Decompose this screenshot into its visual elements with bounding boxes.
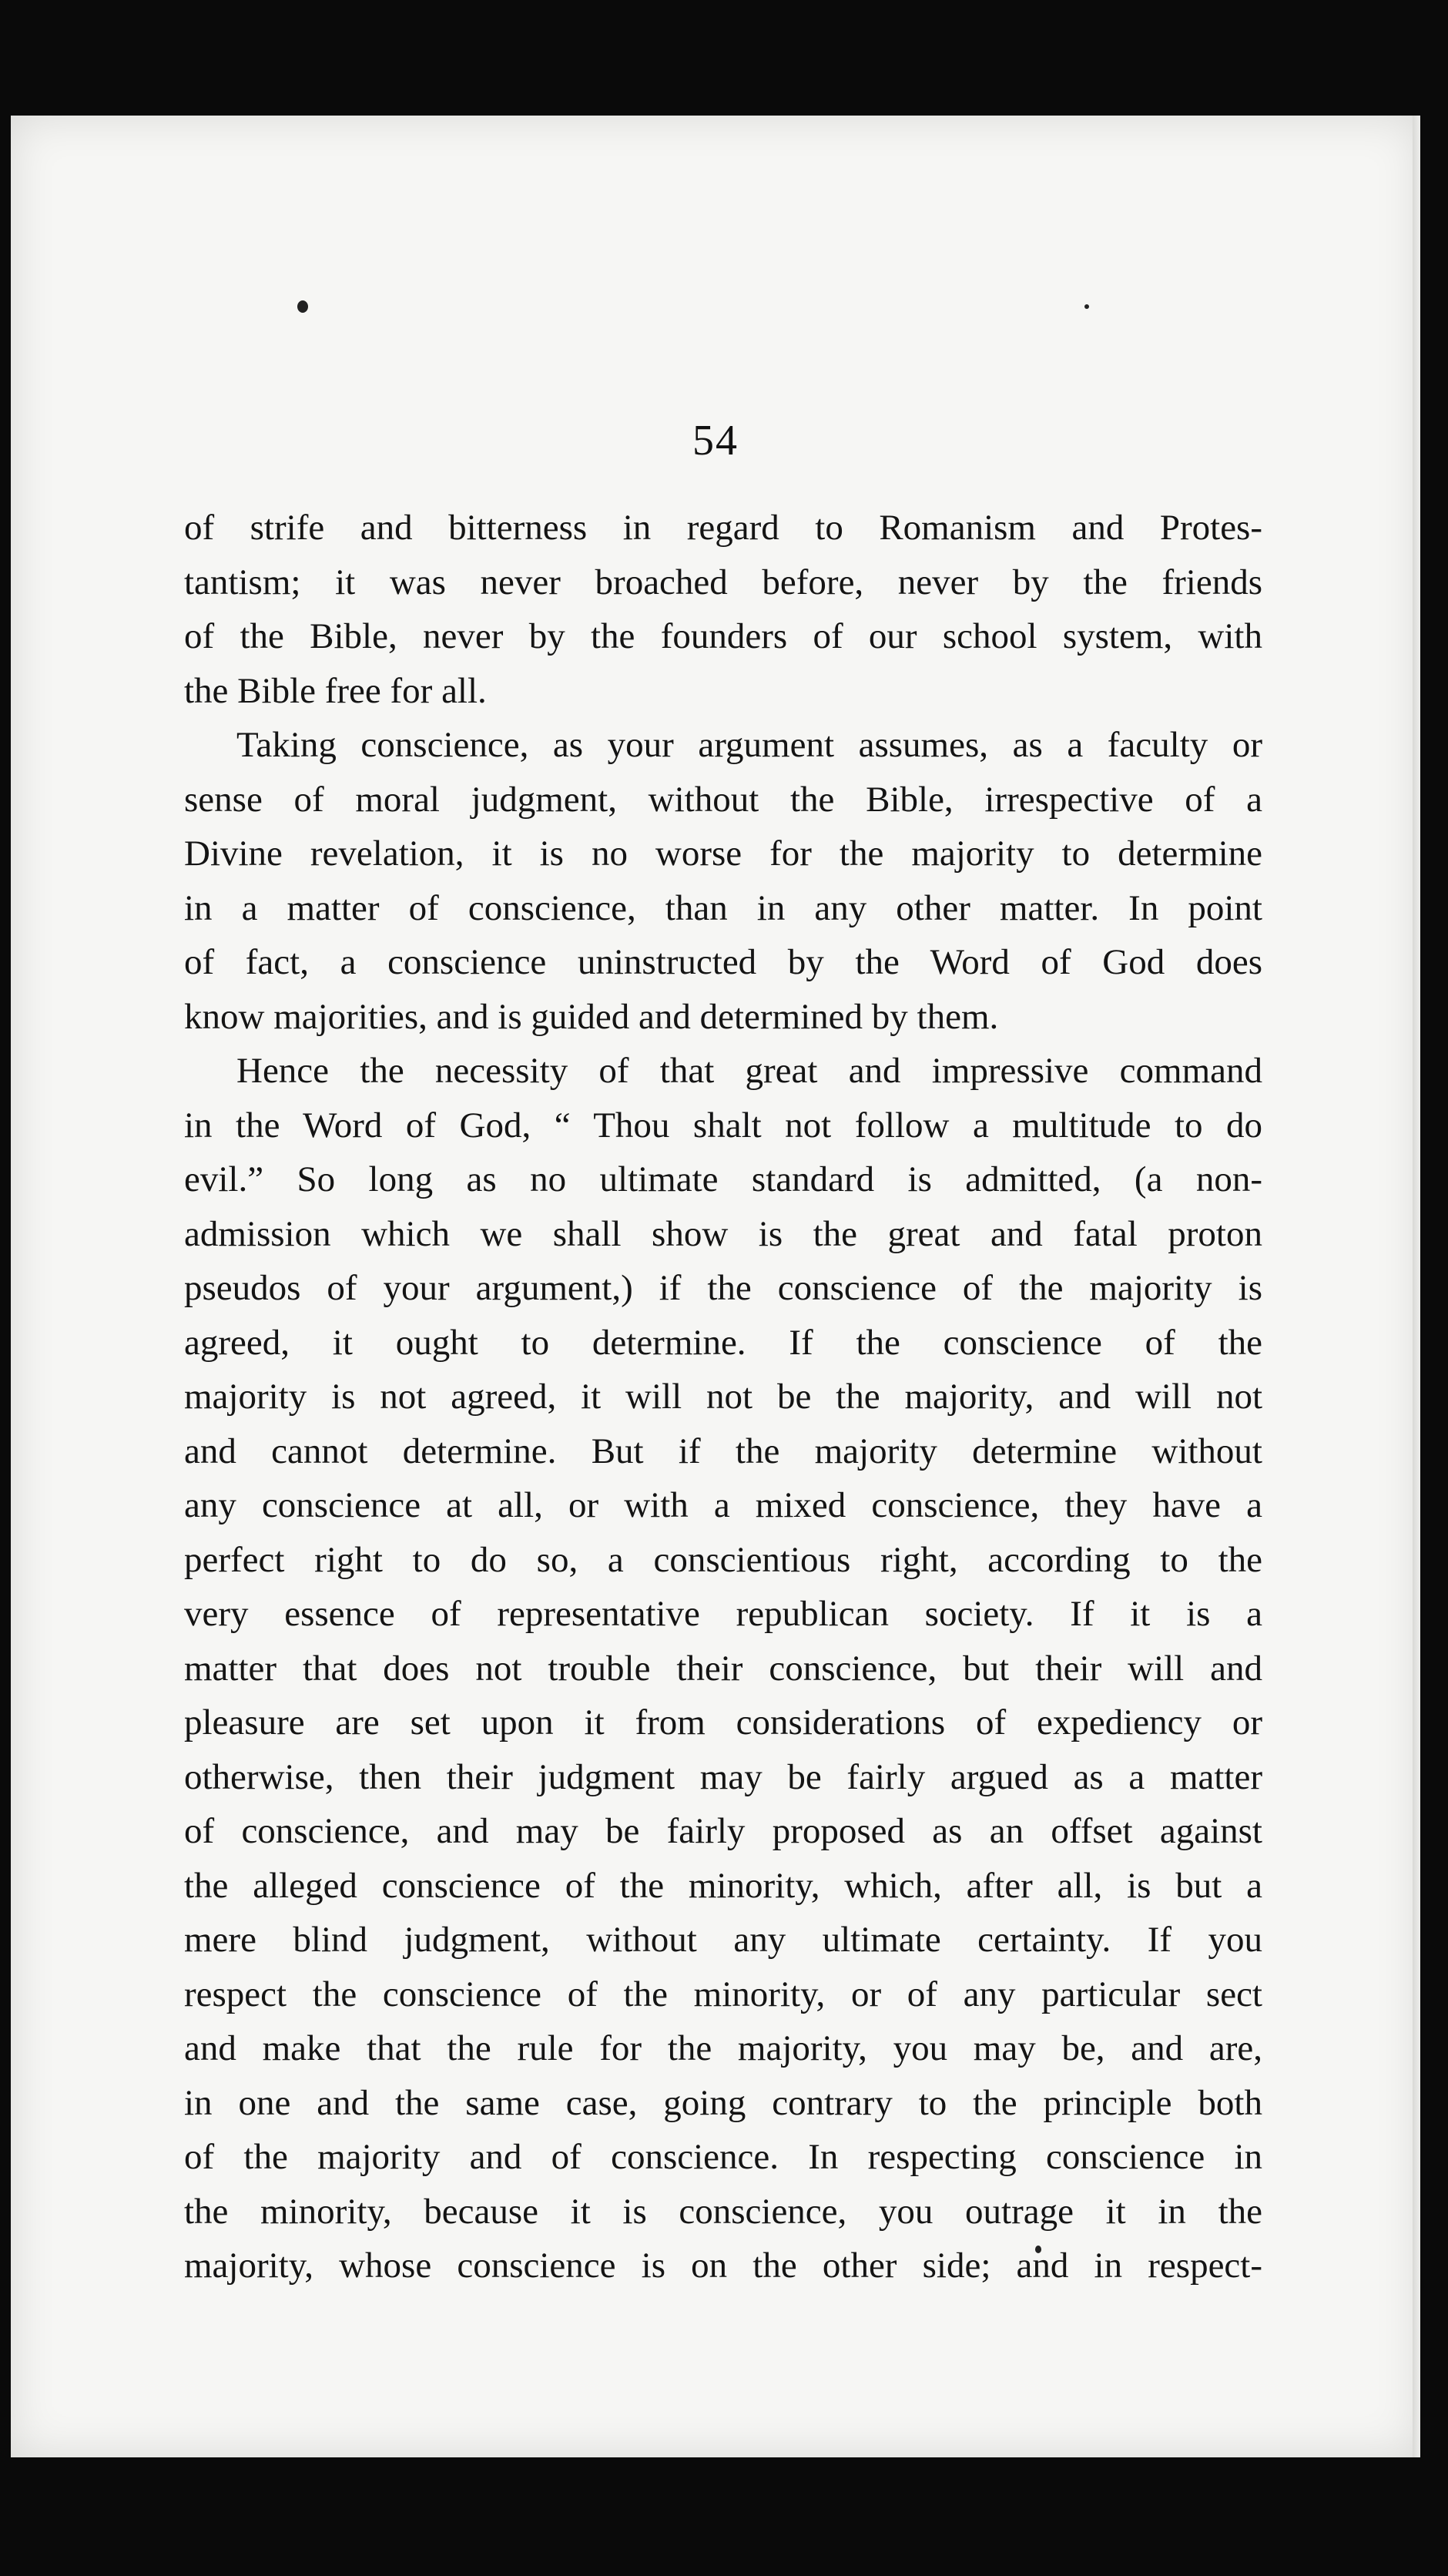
text-line: Divine revelation, it is no worse for the majority to determine [184, 834, 1262, 874]
ink-speck [297, 300, 308, 313]
text-line: sense of moral judgment, without the Bible, irrespective of a [184, 779, 1262, 820]
text-line: matter that does not trouble their conscience, but their will and [184, 1648, 1262, 1689]
text-line: Hence the necessity of that great and impressive command [236, 1051, 1262, 1091]
text-line: otherwise, then their judgment may be fairly argued as a matter [184, 1756, 1262, 1797]
text-line: and make that the rule for the majority, you may be, and are, [184, 2028, 1262, 2068]
text-line: of the Bible, never by the founders of our school system, with [184, 616, 1262, 656]
text-line: in the Word of God, “ Thou shalt not follow a multitude to do [184, 1105, 1262, 1145]
text-line: majority, whose conscience is on the other side; and in respect- [184, 2246, 1262, 2286]
text-line: of the majority and of conscience. In respecting conscience in [184, 2137, 1262, 2177]
text-line: agreed, it ought to determine. If the conscience of the [184, 1322, 1262, 1363]
book-page [11, 116, 1420, 2457]
text-line: respect the conscience of the minority, or of any particular sect [184, 1974, 1262, 2014]
text-line: evil.” So long as no ultimate standard is admitted, (a non- [184, 1159, 1262, 1199]
page-number: 54 [692, 417, 739, 465]
text-line: pleasure are set upon it from considerations of expediency or [184, 1702, 1262, 1742]
text-line: the alleged conscience of the minority, which, after all, is but a [184, 1865, 1262, 1906]
text-line: pseudos of your argument,) if the conscience of the majority is [184, 1268, 1262, 1308]
text-line: Taking conscience, as your argument assumes, as a faculty or [236, 725, 1262, 765]
page-edge [1413, 116, 1420, 2457]
body-text [184, 501, 1262, 2293]
text-line: know majorities, and is guided and determined by them. [184, 996, 999, 1037]
text-line: of conscience, and may be fairly proposed as an offset against [184, 1811, 1262, 1851]
text-line: any conscience at all, or with a mixed conscience, they have a [184, 1485, 1262, 1525]
text-line: perfect right to do so, a conscientious right, according to the [184, 1539, 1262, 1580]
text-line: of strife and bitterness in regard to Romanism and Protes- [184, 508, 1262, 548]
text-line: tantism; it was never broached before, never by the friends [184, 562, 1262, 602]
text-line: the Bible free for all. [184, 670, 487, 711]
text-line: of fact, a conscience uninstructed by the Word of God does [184, 942, 1262, 982]
text-line: very essence of representative republican society. If it is a [184, 1594, 1262, 1634]
text-line: in one and the same case, going contrary to the principle both [184, 2082, 1262, 2123]
text-line: in a matter of conscience, than in any other matter. In point [184, 887, 1262, 928]
text-line: and cannot determine. But if the majority determine without [184, 1431, 1262, 1471]
text-line: majority is not agreed, it will not be the majority, and will not [184, 1377, 1262, 1417]
text-line: admission which we shall show is the great and fatal proton [184, 1213, 1262, 1254]
text-line: mere blind judgment, without any ultimate certainty. If you [184, 1920, 1262, 1960]
ink-speck [1084, 304, 1089, 309]
text-line: the minority, because it is conscience, you outrage it in the [184, 2191, 1262, 2232]
